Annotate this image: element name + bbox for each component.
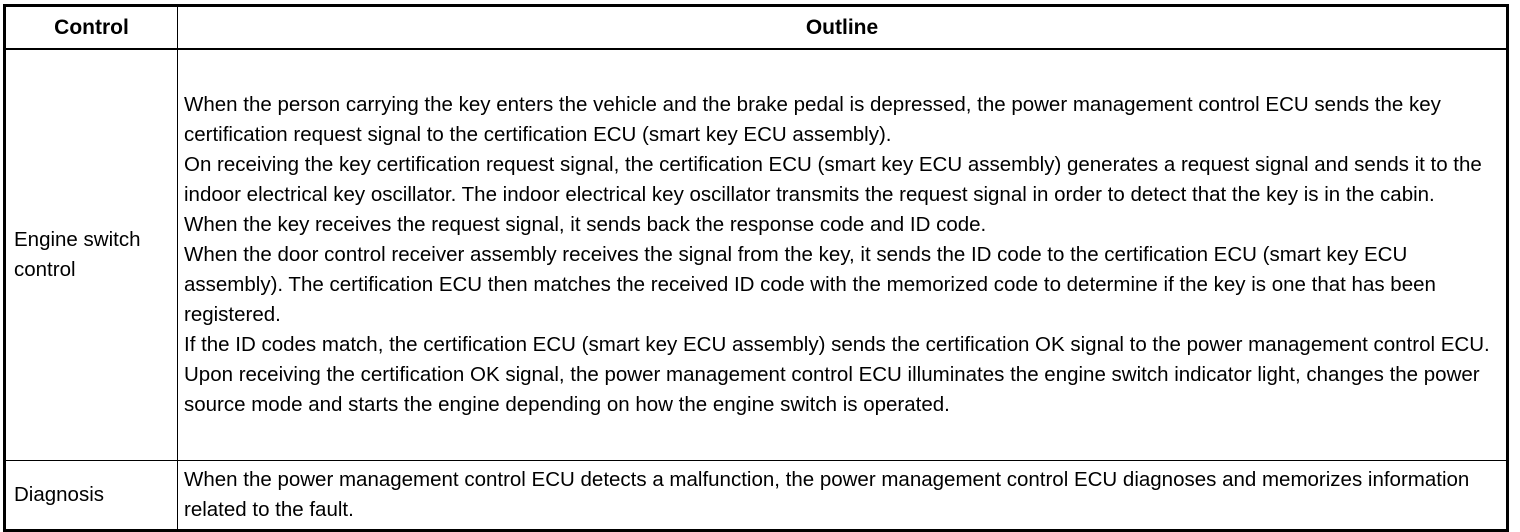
column-header-outline: Outline: [178, 6, 1508, 50]
outline-paragraph: When the key receives the request signal, it sends back the response code and ID code.: [184, 213, 987, 236]
control-cell: Engine switch control: [5, 49, 178, 461]
table-row-engine-switch-control: [5, 49, 1508, 461]
header-row: [5, 6, 1508, 50]
outline-paragraph: Upon receiving the certification OK signal, the power management control ECU illuminates the engine switch indicator light, changes the power source mode and starts the engine depending on how the engine switch is operated.: [184, 363, 1480, 416]
column-header-control: Control: [5, 6, 178, 50]
table-body: [5, 49, 1508, 531]
outline-cell: [178, 461, 1508, 531]
outline-paragraph: When the person carrying the key enters the vehicle and the brake pedal is depressed, the power management control ECU sends the key certification request signal to the certification ECU (smart key ECU assembly).: [184, 93, 1441, 146]
outline-paragraph: If the ID codes match, the certification ECU (smart key ECU assembly) sends the certification OK signal to the power management control ECU.: [184, 333, 1490, 356]
outline-paragraph: On receiving the key certification request signal, the certification ECU (smart key ECU assembly) generates a request signal and sends it to the indoor electrical key oscillator. The indoor electrical key oscillator transmits the request signal in order to detect that the key is in the cabin.: [184, 153, 1482, 206]
control-outline-table: [3, 4, 1509, 532]
control-cell: Diagnosis: [5, 461, 178, 531]
outline-paragraph: When the power management control ECU detects a malfunction, the power management control ECU diagnoses and memorizes information related to the fault.: [184, 468, 1470, 521]
table-row-diagnosis: [5, 461, 1508, 531]
table-header: [5, 6, 1508, 50]
outline-cell: [178, 49, 1508, 461]
outline-paragraph: When the door control receiver assembly receives the signal from the key, it sends the ID code to the certification ECU (smart key ECU assembly). The certification ECU then matches the received ID code with the memorized code to determine if the key is one that has been registered.: [184, 243, 1436, 326]
